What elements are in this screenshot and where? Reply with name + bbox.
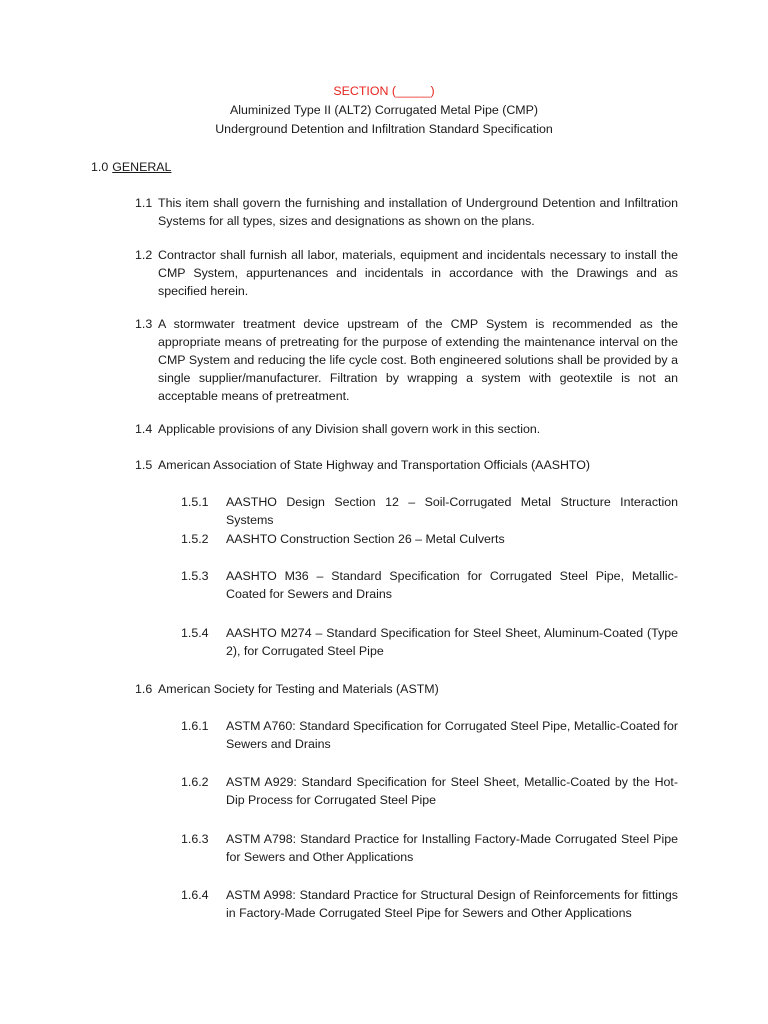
reference-text: ASTM A798: Standard Practice for Installing Factory-Made Corrugated Steel Pipe for Sewers and Other Applications	[226, 832, 678, 864]
reference-text: AASHTO M36 – Standard Specification for Corrugated Steel Pipe, Metallic-Coated for Sewers and Drains	[226, 569, 678, 601]
reference-1-6-4	[181, 886, 678, 922]
clause-text: Applicable provisions of any Division shall govern work in this section.	[158, 422, 541, 436]
clause-1-3	[135, 315, 678, 405]
reference-1-6-1	[181, 717, 678, 753]
clause-number: 1.2	[135, 248, 153, 262]
clause-1-4	[135, 420, 678, 438]
reference-1-6-2	[181, 773, 678, 809]
clause-1-1	[135, 194, 678, 230]
reference-number: 1.6.2	[181, 775, 209, 789]
reference-number: 1.5.1	[181, 495, 209, 509]
reference-text: AASTHO Design Section 12 – Soil-Corrugated Metal Structure Interaction Systems	[226, 495, 678, 527]
reference-1-5-4	[181, 624, 678, 660]
reference-text: ASTM A998: Standard Practice for Structural Design of Reinforcements for fittings in Factory-Made Corrugated Steel Pipe for Sewers and Other Applications	[226, 888, 678, 920]
reference-number: 1.6.4	[181, 888, 209, 902]
clause-1-6	[135, 680, 678, 698]
clause-number: 1.3	[135, 317, 153, 331]
reference-1-5-3	[181, 567, 678, 603]
clause-number: 1.6	[135, 682, 153, 696]
clause-number: 1.4	[135, 422, 153, 436]
clause-text: American Association of State Highway and Transportation Officials (AASHTO)	[158, 458, 591, 472]
reference-text: AASHTO M274 – Standard Specification for Steel Sheet, Aluminum-Coated (Type 2), for Corrugated Steel Pipe	[226, 626, 678, 658]
document-title: Aluminized Type II (ALT2) Corrugated Metal Pipe (CMP)	[229, 103, 539, 117]
clause-text: Contractor shall furnish all labor, materials, equipment and incidentals necessary to install the CMP System, appurtenances and incidentals in accordance with the Drawings and as specified herein.	[158, 248, 678, 298]
clause-number: 1.1	[135, 196, 153, 210]
section-label: SECTION (_____)	[333, 84, 435, 98]
reference-1-5-2	[181, 530, 678, 548]
general-heading	[91, 158, 171, 176]
clause-text: American Society for Testing and Materials (ASTM)	[158, 682, 439, 696]
reference-1-5-1	[181, 493, 678, 529]
reference-number: 1.6.1	[181, 719, 209, 733]
clause-text: A stormwater treatment device upstream of the CMP System is recommended as the appropriate means of pretreating for the purpose of extending the maintenance interval on the CMP System and reducing the life cycle cost. Both engineered solutions shall be provided by a single supplier/manufacturer. Filtration by wrapping a system with geotextile is not an acceptable means of pretreatment.	[158, 317, 678, 403]
clause-1-5	[135, 456, 678, 474]
clause-number: 1.5	[135, 458, 153, 472]
reference-number: 1.5.4	[181, 626, 209, 640]
reference-number: 1.6.3	[181, 832, 209, 846]
general-number: 1.0	[91, 160, 109, 174]
reference-text: ASTM A929: Standard Specification for Steel Sheet, Metallic-Coated by the Hot-Dip Process for Corrugated Steel Pipe	[226, 775, 678, 807]
reference-number: 1.5.2	[181, 532, 209, 546]
reference-number: 1.5.3	[181, 569, 209, 583]
general-title: GENERAL	[112, 160, 172, 174]
reference-text: ASTM A760: Standard Specification for Corrugated Steel Pipe, Metallic-Coated for Sewers and Drains	[226, 719, 678, 751]
reference-1-6-3	[181, 830, 678, 866]
reference-text: AASHTO Construction Section 26 – Metal Culverts	[226, 532, 505, 546]
clause-text: This item shall govern the furnishing and installation of Underground Detention and Infiltration Systems for all types, sizes and designations as shown on the plans.	[158, 196, 678, 228]
clause-1-2	[135, 246, 678, 300]
document-subtitle: Underground Detention and Infiltration Standard Specification	[215, 122, 553, 136]
